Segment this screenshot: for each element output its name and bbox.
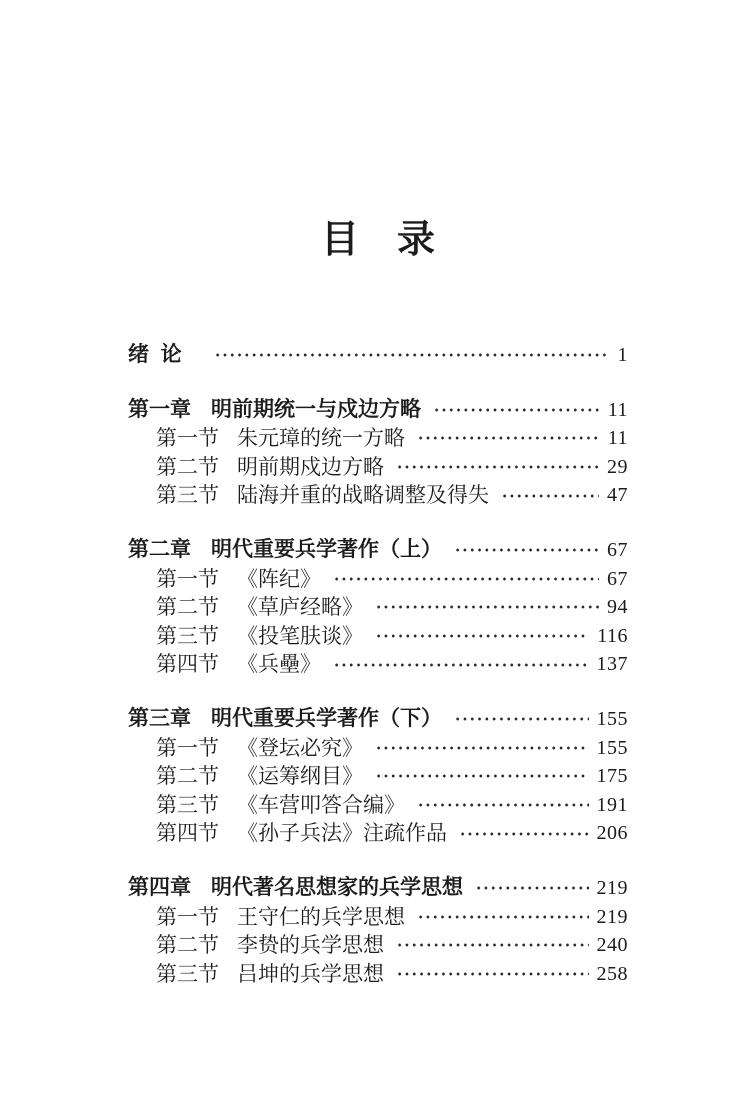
entry-title: 陆海并重的战略调整及得失 bbox=[237, 483, 489, 508]
entry-label: 第二节 bbox=[156, 595, 219, 620]
page-number: 155 bbox=[596, 707, 628, 730]
toc-chapter-row bbox=[128, 874, 628, 903]
toc-section-row bbox=[128, 453, 628, 482]
toc-chapter-row bbox=[128, 705, 628, 734]
page-number: 11 bbox=[607, 398, 628, 421]
entry-title: 明前期统一与戍边方略 bbox=[211, 397, 421, 421]
toc-section-row bbox=[128, 650, 628, 679]
toc-chapter-row bbox=[128, 396, 628, 425]
page-number: 47 bbox=[607, 484, 628, 507]
toc-section-row bbox=[128, 622, 628, 651]
toc-section-row bbox=[128, 931, 628, 960]
entry-title: 《车营叩答合编》 bbox=[237, 792, 405, 817]
page-number: 67 bbox=[607, 567, 628, 590]
page-number: 206 bbox=[596, 822, 628, 845]
toc-section-row bbox=[128, 762, 628, 791]
dot-leader bbox=[333, 650, 589, 679]
dot-leader bbox=[375, 762, 589, 791]
entry-label: 第三章 bbox=[128, 706, 191, 730]
entry-label: 第三节 bbox=[156, 483, 219, 508]
dot-leader bbox=[214, 341, 610, 370]
toc-section-row bbox=[128, 481, 628, 510]
page-number: 11 bbox=[607, 427, 628, 450]
toc-group-chapter-2 bbox=[128, 536, 628, 679]
toc-section-row bbox=[128, 960, 628, 989]
entry-label: 第一节 bbox=[156, 426, 219, 451]
entry-title: 《兵壘》 bbox=[237, 652, 321, 677]
entry-label: 第三节 bbox=[156, 792, 219, 817]
entry-title: 明代著名思想家的兵学思想 bbox=[211, 875, 463, 899]
entry-label: 第四节 bbox=[156, 652, 219, 677]
entry-title: 《登坛必究》 bbox=[237, 735, 363, 760]
dot-leader bbox=[375, 734, 589, 763]
entry-label: 第二节 bbox=[156, 454, 219, 479]
page-title: 目 录 bbox=[320, 219, 435, 261]
dot-leader bbox=[396, 453, 599, 482]
dot-leader bbox=[333, 565, 599, 594]
entry-label: 第二章 bbox=[128, 537, 191, 561]
page-number: 1 bbox=[617, 344, 628, 366]
page-number: 219 bbox=[596, 905, 628, 928]
page-number: 191 bbox=[596, 793, 628, 816]
dot-leader bbox=[433, 396, 600, 425]
dot-leader bbox=[475, 874, 589, 903]
entry-label: 第四节 bbox=[156, 821, 219, 846]
page-number: 94 bbox=[607, 596, 628, 619]
page-number: 29 bbox=[607, 455, 628, 478]
entry-title: 李贽的兵学思想 bbox=[237, 933, 384, 958]
page-number: 116 bbox=[597, 624, 628, 647]
entry-title: 明代重要兵学著作（上） bbox=[211, 537, 442, 561]
page-number: 219 bbox=[596, 876, 628, 899]
toc-entry-intro bbox=[128, 341, 628, 370]
dot-leader bbox=[396, 931, 589, 960]
dot-leader bbox=[375, 593, 599, 622]
entry-title: 明代重要兵学著作（下） bbox=[211, 706, 442, 730]
toc-content bbox=[128, 0, 628, 988]
dot-leader bbox=[459, 819, 589, 848]
dot-leader bbox=[454, 705, 589, 734]
page-number: 137 bbox=[596, 653, 628, 676]
toc-section-row bbox=[128, 903, 628, 932]
page-number: 175 bbox=[596, 765, 628, 788]
dot-leader bbox=[396, 960, 589, 989]
entry-title: 朱元璋的统一方略 bbox=[237, 426, 405, 451]
page-number: 240 bbox=[596, 934, 628, 957]
toc-section-row bbox=[128, 819, 628, 848]
entry-label: 第二节 bbox=[156, 764, 219, 789]
toc-list bbox=[128, 341, 628, 988]
entry-label: 第二节 bbox=[156, 933, 219, 958]
dot-leader bbox=[375, 622, 589, 651]
entry-title: 王守仁的兵学思想 bbox=[237, 904, 405, 929]
toc-group-chapter-1 bbox=[128, 396, 628, 510]
entry-label: 第四章 bbox=[128, 875, 191, 899]
entry-label: 绪 论 bbox=[128, 343, 182, 366]
toc-section-row bbox=[128, 593, 628, 622]
toc-section-row bbox=[128, 565, 628, 594]
toc-section-row bbox=[128, 734, 628, 763]
entry-title: 《草庐经略》 bbox=[237, 595, 363, 620]
entry-label: 第三节 bbox=[156, 623, 219, 648]
entry-label: 第一节 bbox=[156, 566, 219, 591]
entry-title: 《投笔肤谈》 bbox=[237, 623, 363, 648]
page-number: 67 bbox=[607, 538, 628, 561]
dot-leader bbox=[417, 791, 589, 820]
page-number: 258 bbox=[596, 962, 628, 985]
entry-label: 第三节 bbox=[156, 961, 219, 986]
page-number: 155 bbox=[596, 736, 628, 759]
entry-title: 《孙子兵法》注疏作品 bbox=[237, 821, 447, 846]
entry-label: 第一节 bbox=[156, 735, 219, 760]
entry-title: 《阵纪》 bbox=[237, 566, 321, 591]
entry-title: 明前期戍边方略 bbox=[237, 454, 384, 479]
entry-label: 第一章 bbox=[128, 397, 191, 421]
toc-section-row bbox=[128, 424, 628, 453]
toc-chapter-row bbox=[128, 536, 628, 565]
entry-title: 《运筹纲目》 bbox=[237, 764, 363, 789]
dot-leader bbox=[501, 481, 599, 510]
toc-group-chapter-4 bbox=[128, 874, 628, 988]
toc-group-chapter-3 bbox=[128, 705, 628, 848]
entry-title: 吕坤的兵学思想 bbox=[237, 961, 384, 986]
dot-leader bbox=[417, 903, 589, 932]
toc-section-row bbox=[128, 791, 628, 820]
entry-label: 第一节 bbox=[156, 904, 219, 929]
dot-leader bbox=[417, 424, 600, 453]
dot-leader bbox=[454, 536, 599, 565]
